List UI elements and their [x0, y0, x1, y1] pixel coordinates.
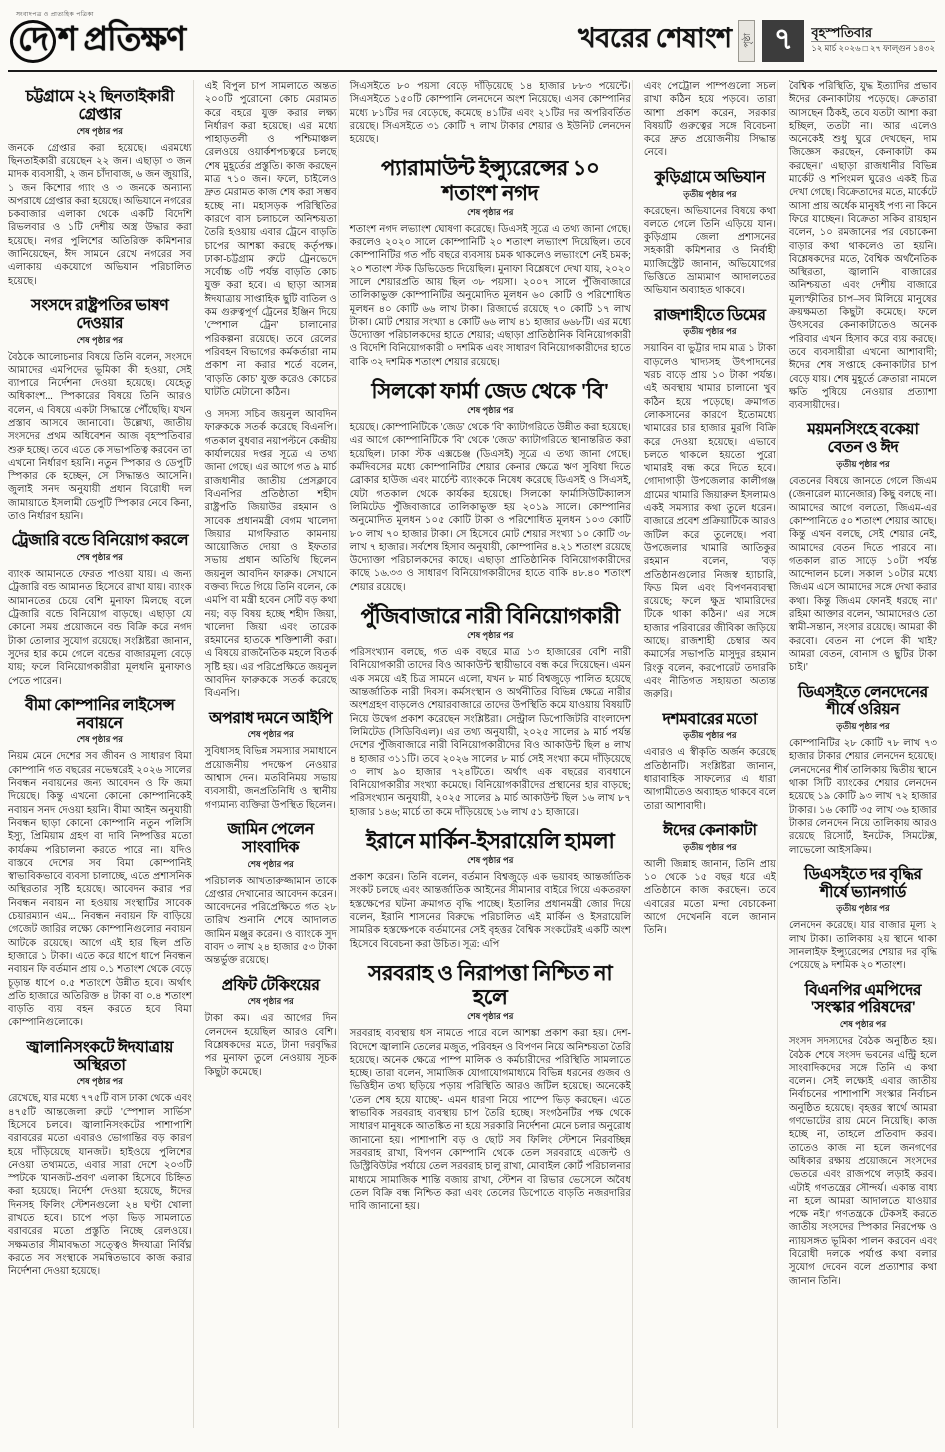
- article-headline: ময়মনসিংহে বকেয়া বেতন ও ঈদ: [807, 421, 919, 457]
- article-headline: রাজশাহীতে ডিমের: [654, 306, 766, 324]
- article: [644, 169, 776, 298]
- continued-from-label: তৃতীয় পৃষ্ঠার পর: [836, 459, 890, 470]
- article: [8, 297, 192, 523]
- article: [8, 697, 192, 1030]
- continued-from-label: শেষ পৃষ্ঠার পর: [247, 858, 294, 869]
- article: [789, 982, 937, 1288]
- continued-from-label: তৃতীয় পৃষ্ঠার পর: [836, 721, 890, 732]
- article: [789, 866, 937, 973]
- column-6: [777, 80, 937, 1428]
- masthead-right: [578, 18, 935, 63]
- article: [8, 1039, 192, 1279]
- article: [350, 829, 631, 951]
- article-body: বেতনের বিষয়ে জানতে গেলে জিএম (জেনারেল ম্যানেজার) কিছু বলছে না। আমাদের আগে বলতো, জিএম-এর কোম্পানিতে ৫০ শতাংশ শেয়ার আছে। কিন্তু এখন বলছে, সেই শেয়ার নেই, আমাদের বেতন দিতে পারবে না। গতকাল রাত সাড়ে ১০টা পর্যন্ত আন্দোলন চলে। সকাল ১০টার মধ্যে জিএম এসে আমাদের সঙ্গে দেখা করার কথা। কিন্তু জিএম ফোনই ধরছে না।' রহিমা আক্তার বলেন, 'আমাদেরও তো স্বামী-সন্তান, সংসার রয়েছে। আমরা কী করবো। বেতন না পেলে কী খাই? আমরা বেতন, বোনাস ও ছুটির টাকা চাই।': [788, 476, 937, 674]
- article-body: করেছেন। অভিযানের বিষয়ে কথা বলতে গেলে তিনি এড়িয়ে যান। কুড়িগ্রাম জেলা প্রশাসনের সহকারী কমিশনার ও নির্বাহী ম্যাজিস্ট্রেট জানান, অভিযোগের ভিত্তিতে ভ্রাম্যমাণ আদালতের অভিযান অব্যাহত থাকবে।: [643, 205, 776, 297]
- article-headline: ইরানে মার্কিন-ইসরায়েলি হামলা: [366, 829, 615, 854]
- column-5: [632, 80, 776, 1428]
- article-body: ও সদস্য সচিব জয়নুল আবদিন ফারুককে সতর্ক করেছে বিএনপি। গতকাল বুধবার নয়াপল্টনে কেন্দ্রীয় কার্যালয়ের দপ্তর সূত্রে এ তথ্য জানা গেছে। এর আগে গত ৯ মার্চ রাজধানীর জাতীয় প্রেসক্লাবে বিএনপির প্রতিষ্ঠাতা শহীদ রাষ্ট্রপতি জিয়াউর রহমান ও সাবেক প্রধানমন্ত্রী বেগম খালেদা জিয়ার মাগফিরাত কামনায় আয়োজিত দোয়া ও ইফতার সভায় প্রধান অতিথি ছিলেন জয়নুল আবদিন ফারুক। সেখানে বক্তব্য দিতে গিয়ে তিনি বলেন, কে এমপি বা মন্ত্রী হবেন সেটি বড় কথা নয়; বড় বিষয় হচ্ছে শহীদ জিয়া, খালেদা জিয়া এবং তারেক রহমানের হাতকে শক্তিশালী করা। এ বিষয়ে রাজনৈতিক মহলে বিতর্ক সৃষ্টি হয়। এর পরিপ্রেক্ষিতে জয়নুল আবদিন ফারুককে সতর্ক করেছে বিএনপি।: [204, 409, 337, 700]
- article: [350, 604, 631, 819]
- article: [789, 80, 937, 412]
- continued-from-label: শেষ পৃষ্ঠার পর: [839, 1019, 887, 1030]
- article-body: এই বিপুল চাপ সামলাতে অন্তত ২০০টি পুরোনো কোচ মেরামত করে বহরে যুক্ত করার লক্ষ্য নির্ধারণ করা হয়েছে। এর মধ্যে পাহাড়তলী ও পশ্চিমাঞ্চল রেলওয়ে ওয়ার্কশপচত্বরে চলছে শেষ মুহূর্তের প্রস্তুতি। কাজ করছেন মাত্র ৭১০ জন। ফলে, চাইলেও দ্রুত মেরামত কাজ শেষ করা সম্ভব হচ্ছে না। মহাসড়ক পরিস্থিতির কারণে বাস চলাচলে অনিশ্চয়তা তৈরি হওয়ায় এবার ট্রেনে বাড়তি চাপের আশঙ্কা করছে কর্তৃপক্ষ। ঢাকা-চট্টগ্রাম রুটে ট্রেনভেদে সর্বোচ্চ ৩টি পর্যন্ত বাড়তি কোচ যুক্ত করা হবে। এ ছাড়া আসন্ন ঈদযাত্রায় সাপ্তাহিক ছুটি বাতিল ও কম গুরুত্বপূর্ণ ট্রেনের ইঞ্জিন দিয়ে 'স্পেশাল ট্রেন' চালানোর পরিকল্পনা রয়েছে। তবে রেলের পরিবহন বিভাগের কর্মকর্তারা নাম প্রকাশ না করার শর্তে বলেন, 'বাড়তি কোচ' যুক্ত করেও কোচের ঘাটতি মেটানো কঠিন।: [204, 81, 337, 398]
- article-body: সিএসইতে ৮০ পয়সা বেড়ে দাঁড়িয়েছে ১৪ হাজার ৮৮৩ পয়েন্টে। সিএসইতে ১৫০টি কোম্পানি লেনদেনে অংশ নিয়েছে। এসব কোম্পানির মধ্যে ৮১টির দর বেড়েছে, কমেছে ৪১টির এবং ২১টির দর অপরিবর্তিত রয়েছে। সিএসইতে ৩১ কোটি ৭ লাখ টাকার শেয়ার ও ইউনিট লেনদেন হয়েছে।: [349, 81, 631, 146]
- day-name: বৃহস্পতিবার: [811, 25, 873, 41]
- article-headline: সিলকো ফার্মা জেড থেকে 'বি': [371, 379, 610, 404]
- logo-title: [10, 20, 185, 63]
- article-headline: জামিন পেলেন সাংবাদিক: [227, 820, 314, 856]
- continued-from-label: তৃতীয় পৃষ্ঠার পর: [683, 841, 737, 852]
- article-body: পরিচালক আখতারুজ্জামান তাকে গ্রেপ্তার দেখানোর আবেদন করেন। আবেদনের পরিপ্রেক্ষিতে গত ২৮ তারিখ শুনানি শেষে আদালত জামিন মঞ্জুর করেন। ও ব্যাংকে সুদ বাবদ ৩ লাখ ২৪ হাজার ৫৩ টাকা অন্তর্ভুক্ত রয়েছে।: [204, 875, 337, 967]
- article: [205, 408, 337, 701]
- article-body: কোম্পানিটির ২৮ কোটি ৭৮ লাখ ৭৩ হাজার টাকার শেয়ার লেনদেন হয়েছে। লেনদেনের শীর্ষ তালিকায় দ্বিতীয় স্থানে থাকা সিটি ব্যাংকের শেয়ার লেনদেন হয়েছে ১৯ কোটি ৯৩ লাখ ৭২ হাজার টাকার। ১৬ কোটি ৩৫ লাখ ৩৬ হাজার টাকার লেনদেন নিয়ে তালিকায় আরও রয়েছে রিসোর্ট, ইনটেক, সিমটেক্স, লাভেলো আইসক্রিম।: [788, 738, 937, 856]
- continued-from-label: শেষ পৃষ্ঠার পর: [467, 855, 514, 866]
- column-1: [8, 80, 192, 1428]
- continued-from-label: শেষ পৃষ্ঠার পর: [76, 552, 123, 563]
- article: [644, 80, 776, 160]
- continued-from-label: শেষ পৃষ্ঠার পর: [467, 206, 514, 217]
- page-tab-label: পৃষ্ঠা: [742, 33, 753, 48]
- logo-monogram: দে: [10, 20, 56, 63]
- article-body: জনকে গ্রেপ্তার করা হয়েছে। এরমধ্যে ছিনতাইকারী রয়েছেন ২২ জন। এছাড়া ৩ জন মাদক ব্যবসায়ী, ২ জন চাঁদাবাজ, ৬ জন জুয়ারি, ১ জন কিশোর গ্যাং ও ৩ জনকে অন্যান্য অপরাধে গ্রেপ্তার করা হয়েছে। অভিযানে নগরের চকবাজার এলাকা থেকে একটি বিদেশি রিভলবার ও ১টি দেশীয় অস্ত্র উদ্ধার করা হয়েছে। নগর পুলিশের অতিরিক্ত কমিশনার জানিয়েছেন, ঈদ সামনে রেখে নগরের সব এলাকায় একযোগে অভিযান পরিচালিত হয়েছে।: [8, 142, 192, 287]
- article-headline: ডিএসইতে দর বৃদ্ধির শীর্ষে ভ্যানগার্ড: [804, 865, 922, 901]
- article: [205, 80, 337, 399]
- page-tab: [738, 20, 755, 62]
- article-headline: দশমবারের মতো: [662, 710, 758, 728]
- article-body: সরবরাহ ব্যবস্থায় ধস নামতে পারে বলে আশঙ্কা প্রকাশ করা হয়। দেশ-বিদেশে জ্বালানি তেলের মজুত, পরিবহন ও বিপণন নিয়ে অনিশ্চয়তা তৈরি হয়েছে। অনেক ক্ষেত্রে পাম্প মালিক ও কর্মচারীদের পরিস্থিতি সামলাতে হচ্ছে। তারা বলেন, সামাজিক যোগাযোগমাধ্যমে বিভিন্ন ধরনের গুজব ও ভিত্তিহীন তথ্য ছড়িয়ে পড়ায় পরিস্থিতি আরও জটিল হয়েছে। অনেকেই 'তেল শেষ হয়ে যাচ্ছে'- এমন ধারণা নিয়ে পাম্পে ভিড় করছেন। এতে স্বাভাবিক সরবরাহ ব্যবস্থায় চাপ তৈরি হচ্ছে। সংগঠনটির পক্ষ থেকে সাধারণ মানুষকে আতঙ্কিত না হয়ে সরকারি নির্দেশনা মেনে চলার অনুরোধ জানানো হয়। পাশাপাশি বড় ও ছোট সব ফিলিং স্টেশনে নিরবচ্ছিন্ন সরবরাহ রাখা, বিপণন কোম্পানি থেকে তেল সরবরাহে এজেন্ট ও ডিস্ট্রিবিউটর পর্যায়ে তেল সরবরাহ চালু রাখা, মোবাইল কোর্ট পরিচালনার মাধ্যমে সামাজিক শান্তি বজায় রাখা, স্টেশন বা রিভার ভেসেলে অবৈধ তেল বিক্রি বন্ধ নিশ্চিত করা এবং তেলের ডিপোতে বাড়তি নজরদারির দাবি জানানো হয়।: [349, 1028, 631, 1213]
- article-body: প্রকাশ করেন। তিনি বলেন, বর্তমান বিশ্বজুড়ে এক ভয়াবহ আন্তর্জাতিক সংকট চলছে এবং আন্তর্জাতিক আইনের সীমানার বাইরে গিয়ে একতরফা হস্তক্ষেপের ঘটনা ক্রমাগত বৃদ্ধি পাচ্ছে। ইতালির প্রধানমন্ত্রী জোর দিয়ে বলেন, ইরানি শাসনের বিরুদ্ধে পরিচালিত এই মার্কিন ও ইসরায়েলি সামরিক হস্তক্ষেপকে বর্তমানের সেই বৃহত্তর বৈশ্বিক সংকটেরই একটি অংশ হিসেবে বিবেচনা করা উচিত। সূত্র: এপি: [349, 872, 631, 950]
- continued-from-label: শেষ পৃষ্ঠার পর: [247, 996, 294, 1007]
- continued-from-label: শেষ পৃষ্ঠার পর: [467, 1011, 514, 1022]
- article-body: লেনদেন করেছে। যার বাজার মূল্য ২ লাখ টাকা। তালিকায় ২য় স্থানে থাকা সানলাইফ ইন্স্যুরেন্সের শেয়ার দর বৃদ্ধি পেয়েছে ৯ দশমিক ২০ শতাংশ।: [788, 920, 937, 972]
- continued-from-label: শেষ পৃষ্ঠার পর: [247, 729, 294, 740]
- masthead: [8, 10, 937, 72]
- date-line: ১২ মার্চ ২০২৬ □ ২৭ ফাল্গুন ১৪৩২: [811, 43, 935, 54]
- article-body: সংসদ সদস্যদের বৈঠক অনুষ্ঠিত হয়। বৈঠক শেষে সংসদ ভবনের এন্ট্রি হলে সাংবাদিকদের সঙ্গে তিনি এ কথা বলেন। সেই লক্ষ্যেই এবার জাতীয় নির্বাচনের পাশাপাশি সংস্কার নির্বাচন অনুষ্ঠিত হয়েছে। বৃহত্তর স্বার্থে আমরা গণভোটের রায় মেনে নিয়েছি। কাজ হচ্ছে না, তাহলে প্রতিবাদ করব। তাতেও কাজ না হলে জনগণের অধিকার রক্ষায় প্রয়োজনে সংসদের ভেতরে এবং রাজপথে লড়াই করব। এটাই গণতন্ত্রের সৌন্দর্য। একান্ত বাধ্য না হলে আমরা আদালতে যাওয়ার পক্ষে নই।' গণতন্ত্রকে টেকসই করতে জাতীয় সংসদের স্পিকার নিরপেক্ষ ও ন্যায়সঙ্গত ভূমিকা পালন করবেন এবং বিরোধী দলকে পর্যাপ্ত কথা বলার সুযোগ দেবেন বলে প্রত্যাশার কথা জানান তিনি।: [788, 1036, 937, 1287]
- column-2: [193, 80, 337, 1428]
- article: [350, 156, 631, 369]
- article: [205, 977, 337, 1079]
- article: [789, 684, 937, 857]
- article: [789, 421, 937, 674]
- logo-rest: শ প্রতিক্ষণ: [57, 22, 186, 58]
- article-body: বৈশ্বিক পরিস্থিতি, যুদ্ধ ইত্যাদির প্রভাব ঈদের কেনাকাটায় পড়েছে। ক্রেতারা আসছেন ঠিকই, তবে যতটা আশা করা হচ্ছিল, ততটা না। আর এলেও অনেকেই শুধু ঘুরে দেখছেন, দাম জিজ্ঞেস করছেন, কেনাকাটা কম করছেন।' এছাড়া রাজধানীর বিভিন্ন মার্কেট ও শপিংমল ঘুরেও একই চিত্র দেখা গেছে। বিক্রেতাদের মতে, মার্কেটে আসা প্রায় অর্ধেক মানুষই পণ্য না কিনে ফিরে যাচ্ছেন। বিক্রেতা সকিব রায়হান বলেন, ১০ রমজানের পর বেচাকেনা বাড়ার কথা থাকলেও তা হয়নি। বিশ্লেষকদের মতে, বৈশ্বিক অর্থনৈতিক অস্থিরতা, জ্বালানি বাজারের অনিশ্চয়তা এবং দেশীয় বাজারে মূল্যস্ফীতির চাপ–সব মিলিয়ে মানুষের ক্রয়ক্ষমতা কিছুটা কমেছে। ফলে উৎসবের কেনাকাটাতেও অনেক পরিবার এখন হিসাব করে ব্যয় করছে। তবে ব্যবসায়ীরা এখনো আশাবাদী; ঈদের শেষ সপ্তাহে কেনাকাটার চাপ বেড়ে যায়। শেষ মুহূর্তে ক্রেতারা নামলে ক্ষতি পুষিয়ে নেওয়ার প্রত্যাশা ব্যবসায়ীদের।: [788, 81, 937, 412]
- continued-from-label: তৃতীয় পৃষ্ঠার পর: [683, 188, 737, 199]
- article-headline: ঈদের কেনাকাটা: [663, 821, 757, 839]
- column-mid: [338, 80, 631, 1428]
- date-block: [811, 25, 935, 56]
- article-body: ব্যাংক আমানতে ফেরত পাওয়া যায়। এ জন্য ট্রেজারি বন্ড আমানত হিসেবে রাখা যায়। ব্যাংক আমানতের চেয়ে বেশি মুনাফা মিলছে বলে ট্রেজারি বন্ডে বিনিয়োগ বাড়ছে। এছাড়া যে কোনো সময় প্রয়োজনে বন্ড বিক্রি করে নগদ টাকা তোলার সুযোগ রয়েছে। সংশ্লিষ্টরা জানান, সুদের হার কমে গেলে বন্ডের বাজারমূল্য বেড়ে যায়; ফলে বিনিয়োগকারীরা মূলধনি মুনাফাও পেতে পারেন।: [8, 569, 192, 687]
- article-body: আলী জিন্নাহ জানান, তিনি প্রায় ১০ থেকে ১৫ বছর ধরে এই প্রতিষ্ঠানে কাজ করছেন। তবে এবারের মতো মন্দা বেচাকেনা আগে দেখেননি বলে জানান তিনি।: [643, 858, 776, 937]
- continued-from-label: শেষ পৃষ্ঠার পর: [76, 125, 123, 136]
- article-headline: জ্বালানিসংকটে ঈদযাত্রায় অস্থিরতা: [26, 1038, 174, 1074]
- article-body: হয়েছে। কোম্পানিটিকে 'জেড' থেকে 'বি' ক্যাটাগরিতে উন্নীত করা হয়েছে। এর আগে কোম্পানিটিকে 'বি' থেকে 'জেড' ক্যাটাগরিতে স্থানান্তরিত করা হয়েছিল। ঢাকা স্টক এক্সচেঞ্জ (ডিএসই) সূত্রে এ তথ্য জানা গেছে। কর্মদিবসের মধ্যে কোম্পানিটির শেয়ার কেনার ক্ষেত্রে ঋণ সুবিধা দিতে ব্রোকার হাউজ এবং মার্চেন্ট ব্যাংককে নিষেধ করেছে ডিএসই ও সিএসই, যেটা গতকাল থেকে কার্যকর হয়েছে। সিলকো ফার্মাসিউটিক্যালস লিমিটেড পুঁজিবাজারে তালিকাভুক্ত হয় ২০১৯ সালে। কোম্পানির অনুমোদিত মূলধন ১০৫ কোটি টাকা ও পরিশোধিত মূলধন ১০৩ কোটি ৮০ লাখ ৭০ হাজার টাকা। সে হিসেবে মোট শেয়ার সংখ্যা ১০ কোটি ৩৮ লাখ ৭ হাজার। সর্বশেষ হিসাব অনুযায়ী, কোম্পানির ৪.২১ শতাংশ রয়েছে উদ্যোক্তা পরিচালকদের কাছে। এছাড়া প্রাতিষ্ঠানিক বিনিয়োগকারীদের কাছে ১৬.৩৩ ও সাধারণ বিনিয়োগকারীদের হাতে বাকি ৪৮.৪০ শতাংশ শেয়ার রয়েছে।: [349, 422, 631, 593]
- article-headline: প্রফিট টেকিংয়ের: [221, 976, 320, 994]
- article: [350, 80, 631, 146]
- article-body: এবারও এ স্বীকৃতি অর্জন করেছে প্রতিষ্ঠানটি। সংশ্লিষ্টরা জানান, ধারাবাহিক সাফল্যের এ ধারা আগামীতেও অব্যাহত থাকবে বলে তারা আশাবাদী।: [643, 747, 776, 812]
- article: [205, 821, 337, 968]
- article-headline: সংসদে রাষ্ট্রপতির ভাষণ দেওয়ার: [31, 296, 169, 332]
- article: [644, 307, 776, 702]
- continued-from-label: তৃতীয় পৃষ্ঠার পর: [683, 326, 737, 337]
- article-headline: পুঁজিবাজারে নারী বিনিয়োগকারী: [360, 604, 620, 629]
- article: [350, 379, 631, 594]
- continued-from-label: শেষ পৃষ্ঠার পর: [76, 734, 123, 745]
- logo-tagline: সংবাদপত্র ও প্রাত্যহিক পত্রিকা: [16, 12, 94, 18]
- article-headline: সরবরাহ ও নিরাপত্তা নিশ্চিত না হলে: [368, 960, 613, 1010]
- article-body: সয়াবিন বা ভুট্টার দাম মাত্র ১ টাকা বাড়লেও খাদ্যসহ উৎপাদনের খরচ বাড়ে প্রায় ১০ টাকা পর্যন্ত। এই অবস্থায় খামার চালানো খুব কঠিন হয়ে পড়েছে। ক্রমাগত লোকসানের কারণে ইতোমধ্যে খামারের চার হাজার মুরগি বিক্রি করে দেওয়া হয়েছে। এভাবে চলতে থাকলে হয়তো পুরো খামারই বন্ধ করে দিতে হবে। গোদাগাড়ী উপজেলার কালীগঞ্জ গ্রামের খামারি জিয়ারুল ইসলামও একই সমস্যার কথা তুলে ধরেন। বাজারে প্রবেশ প্রক্রিয়াটিকে আরও জটিল করে তুলেছে। পবা উপজেলার খামারি আতিকুর রহমান বলেন, 'বড় প্রতিষ্ঠানগুলোর নিজস্ব হ্যাচারি, ফিড মিল এবং বিপণনব্যবস্থা রয়েছে; ফলে ক্ষুদ্র খামারিদের টিকে থাকা কঠিন।' এর সঙ্গে হাজার পরিবারের জীবিকা জড়িয়ে আছে। রাজশাহী চেম্বার অব কমার্সের সভাপতি মাসুদুর রহমান রিংকু বলেন, করপোরেট তদারকি এবং নীতিগত সহায়তা অত্যন্ত জরুরি।: [643, 343, 776, 701]
- article-headline: ডিএসইতে লেনদেনের শীর্ষে ওরিয়ন: [798, 683, 928, 719]
- article: [644, 711, 776, 813]
- article-headline: অপরাধ দমনে আইপি: [209, 709, 333, 727]
- article-body: রেখেছে, যার মধ্যে ৭৭৫টি বাস ঢাকা থেকে এবং ৪৭৫টি আন্তজেলা রুটে 'স্পেশাল সার্ভিস' হিসেবে চলবে। জ্বালানিসংকটের পাশাপাশি বরাবরের মতো এবারও ভোগান্তির বড় কারণ হয়ে দাঁড়িয়েছে যানজট। হাইওয়ে পুলিশের নেওয়া তথ্যমতে, এবার সারা দেশে ২০৩টি স্পটকে 'যানজট-প্রবণ' এলাকা হিসেবে চিহ্নিত করা হয়েছে। নির্দেশ দেওয়া হয়েছে, ঈদের দিনসহ ফিলিং স্টেশনগুলো ২৪ ঘণ্টা খোলা রাখতে হবে। চাপে পড়া ভিড় সামলাতে বরাবরের মতো প্রস্তুতি নিচ্ছে রেলওয়ে। সক্ষমতার সীমাবদ্ধতা সত্ত্বেও ঈদযাত্রা নির্বিঘ্ন করতে সব সংস্থাকে সমন্বিতভাবে কাজ করার নির্দেশনা দেওয়া হয়েছে।: [8, 1093, 192, 1278]
- section-title: খবরের শেষাংশ: [578, 23, 732, 53]
- article-body: টাকা কম। এর আগের দিন লেনদেন হয়েছিল আরও বেশি। বিশ্লেষকদের মতে, টানা দরবৃদ্ধির পর মুনাফা তুলে নেওয়ায় সূচক কিছুটা কমেছে।: [204, 1013, 337, 1078]
- article-headline: চট্টগ্রামে ২২ ছিনতাইকারী গ্রেপ্তার: [25, 88, 174, 123]
- article-headline: প্যারামাউন্ট ইন্স্যুরেন্সের ১০ শতাংশ নগদ: [381, 156, 600, 205]
- article-body: নিয়ম মেনে দেশের সব জীবন ও সাধারণ বিমা কোম্পানি গত বছরের নভেম্বরেই ২০২৬ সালের নিবন্ধন নবায়নের জন্য আবেদন ও ফি জমা দিয়েছে। কিন্তু এখনো কোনো কোম্পানিকেই নবায়ন সনদ দেওয়া হয়নি। বীমা আইন অনুযায়ী নিবন্ধন ছাড়া কোনো কোম্পানি নতুন পলিসি ইস্যু, প্রিমিয়াম গ্রহণ বা দাবি নিষ্পত্তির মতো কার্যক্রম পরিচালনা করতে পারে না। যদিও বাস্তবে দেশের সব বিমা কোম্পানিই স্বাভাবিকভাবে ব্যবসা চালাচ্ছে, এতে প্রশাসনিক অস্থিরতার সৃষ্টি হয়েছে। আবেদন করার পর নিবন্ধন নবায়ন না হওয়ায় সংস্থাটির সাবেক চেয়ারম্যান এম... নিবন্ধন নবায়ন ফি বাড়িয়ে গেজেট জারির লক্ষ্যে কোম্পানিগুলোর নবায়ন আটকে রয়েছে। আগে এই হার ছিল প্রতি হাজারে ১ টাকা। এতে করে ধাপে ধাপে নিবন্ধন নবায়ন ফি বর্তমান প্রায় ০.১ শতাংশ থেকে বেড়ে চূড়ান্ত ধাপে ০.৫ শতাংশে উন্নীত হবে। অর্থাৎ প্রতি হাজারে অতিরিক্ত ৪ টাকা বা ০.৪ শতাংশ বাড়তি ব্যয় বহন করতে হবে বিমা কোম্পানিগুলোকে।: [8, 751, 192, 1029]
- article-headline: ট্রেজারি বন্ডে বিনিয়োগ করলে: [11, 532, 189, 550]
- newspaper-logo: [10, 12, 185, 63]
- article: [8, 88, 192, 288]
- article-headline: বীমা কোম্পানির লাইসেন্স নবায়নে: [25, 696, 175, 732]
- article-columns: [8, 80, 937, 1428]
- article-body: শতাংশ নগদ লভ্যাংশ ঘোষণা করেছে। ডিএসই সূত্রে এ তথ্য জানা গেছে। করলেও ২০২০ সালে কোম্পানিটি ২০ শতাংশ লভ্যাংশ দিয়েছিল। তবে কোম্পানিটির গত পাঁচ বছরে ব্যবসায় চমক থাকলেও লভ্যাংশে নেই চমক; ২০ শতাংশ স্টক ডিভিডেন্ড দিয়েছিল। মুনাফা বিশ্লেষণে দেখা যায়, ২০২০ সালে শেয়ারপ্রতি আয় ছিল ৩৮ পয়সা। ২০০৭ সালে পুঁজিবাজারে তালিকাভুক্ত কোম্পানিটির অনুমোদিত মূলধন ৬০ কোটি ও পরিশোধিত মূলধন ৪০ কোটি ৬৬ লাখ টাকা। রিজার্ভে রয়েছে ৭০ কোটি ১৭ লাখ টাকা। মোট শেয়ার সংখ্যা ৪ কোটি ৬৬ লাখ ৪১ হাজার ৬৬৮টি। এর মধ্যে উদ্যোক্তা পরিচালকদের হাতে শেয়ার; এছাড়া প্রাতিষ্ঠানিক বিনিয়োগকারী ও বিদেশি বিনিয়োগকারী ০ দশমিক এবং সাধারণ বিনিয়োগকারীদের হাতে বাকি ৩২ দশমিক শতাংশ শেয়ার রয়েছে।: [349, 223, 631, 368]
- page-number: ৭: [762, 20, 804, 62]
- article-body: পরিসংখ্যান বলছে, গত এক বছরে মাত্র ১৩ হাজারের বেশি নারী বিনিয়োগকারী তাদের বিও আকাউন্ট স্থায়ীভাবে বন্ধ করে দিয়েছেন। এমন এক সময়ে এই চিত্র সামনে এলো, যখন ৮ মার্চ বিশ্বজুড়ে পালিত হয়েছে আন্তর্জাতিক নারী দিবস। কর্মসংস্থান ও অর্থনীতির বিভিন্ন ক্ষেত্রে নারীর অংশগ্রহণ বাড়লেও শেয়ারবাজারে তাদের উপস্থিতি কমে যাওয়ায় বিষয়টি নিয়ে উদ্বেগ প্রকাশ করেছেন সংশ্লিষ্টরা। সেন্ট্রাল ডিপোজিটরি বাংলাদেশ লিমিটেড (সিডিবিএল)। এর তথ্য অনুযায়ী, ২০২৫ সালের ৯ মার্চ পর্যন্ত দেশের পুঁজিবাজারে নারী বিনিয়োগকারীদের বিও আকাউন্ট ছিল ৪ লাখ ৪ হাজার ৩১১টি। তবে ২০২৬ সালের ৮ মার্চ সেই সংখ্যা কমে দাঁড়িয়েছে ৩ লাখ ৯০ হাজার ৭২৪টিতে। অর্থাৎ এক বছরের ব্যবধানে বিনিয়োগকারীর সংখ্যা কমেছে। বিনিয়োগকারীদের প্রস্থানের হার বাড়ছে; পরিসংখ্যান অনুযায়ী, ২০২৫ সালের ৯ মার্চ আকাউন্ট ছিল ১৬ লাখ ৮৭ হাজার ১৪৬; মার্চে তা কমে দাঁড়িয়েছে ১৬ লাখ ৫১ হাজারে।: [349, 647, 631, 818]
- continued-from-label: শেষ পৃষ্ঠার পর: [76, 334, 123, 345]
- continued-from-label: তৃতীয় পৃষ্ঠার পর: [836, 903, 890, 914]
- continued-from-label: শেষ পৃষ্ঠার পর: [467, 630, 514, 641]
- article: [644, 822, 776, 938]
- article-headline: বিএনপির এমপিদের 'সংস্কার পরিষদের': [804, 981, 922, 1017]
- continued-from-label: শেষ পৃষ্ঠার পর: [467, 405, 514, 416]
- article: [8, 532, 192, 687]
- continued-from-label: তৃতীয় পৃষ্ঠার পর: [683, 730, 737, 741]
- article-body: সুবিধাসহ বিভিন্ন সমস্যার সমাধানে প্রয়োজনীয় পদক্ষেপ নেওয়ার আশ্বাস দেন। মতবিনিময় সভায় ব্যবসায়ী, জনপ্রতিনিধি ও স্থানীয় গণ্যমান্য ব্যক্তিরা উপস্থিত ছিলেন।: [204, 746, 337, 811]
- article: [205, 710, 337, 812]
- article-headline: কুড়িগ্রামে অভিযান: [654, 168, 766, 186]
- article-body: বৈঠকে আলোচনার বিষয়ে তিনি বলেন, সংসদে আমাদের এমপিদের ভূমিকা কী হওয়া, সেই ব্যাপারে নির্দেশনা দেওয়া হয়েছে। যেহেতু অধিকাংশ... স্পিকারের বিষয়ে তিনি আরও বলেন, এ বিষয়ে একটা সিদ্ধান্তে পৌঁছেছি। যখন প্রস্তাব আসবে জানাবো। উল্লেখ্য, জাতীয় সংসদের প্রথম অধিবেশন আজ বৃহস্পতিবার শুরু হচ্ছে। তবে এতে কে সভাপতিত্ব করবেন তা এখনো নির্ধারণ হয়নি। নতুন স্পিকার ও ডেপুটি স্পিকার কে হচ্ছেন, সে সিদ্ধান্তও আসেনি। জুলাই সনদ অনুযায়ী প্রধান বিরোধী দল জামায়াতে ইসলামী ডেপুটি স্পিকার নেবে কিনা, তাও নির্ধারণ হয়নি।: [8, 351, 192, 523]
- article: [350, 961, 631, 1213]
- article-body: এবং পেট্রোল পাম্পগুলো সচল রাখা কঠিন হয়ে পড়বে। তারা আশা প্রকাশ করেন, সরকার বিষয়টি গুরুত্বের সঙ্গে বিবেচনা করে দ্রুত প্রয়োজনীয় সিদ্ধান্ত নেবে।: [643, 81, 776, 159]
- continued-from-label: শেষ পৃষ্ঠার পর: [76, 1076, 123, 1087]
